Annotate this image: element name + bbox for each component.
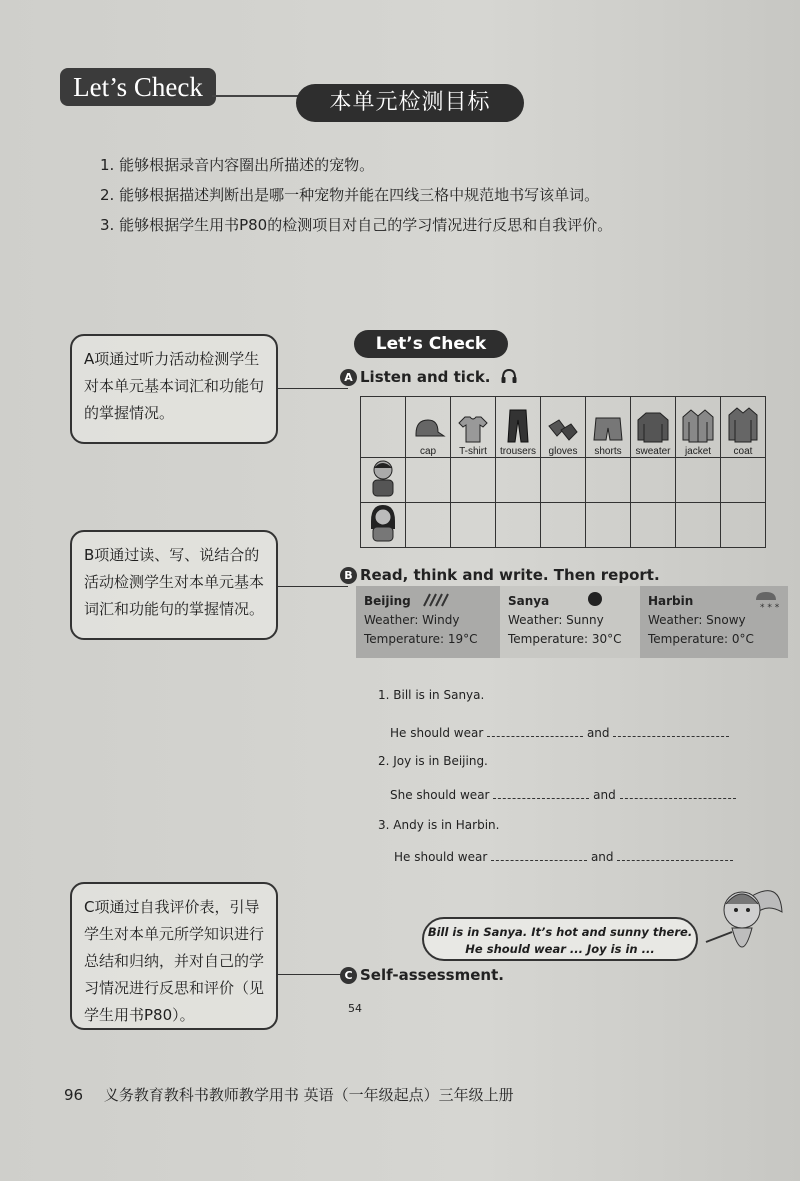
- tick-cell[interactable]: [676, 458, 721, 503]
- tick-cell[interactable]: [676, 503, 721, 548]
- trousers-icon: [500, 408, 536, 444]
- tick-cell[interactable]: [496, 458, 541, 503]
- girl-icon: [366, 503, 400, 543]
- boy-avatar: [361, 458, 406, 503]
- speech-bubble: [422, 917, 698, 961]
- inner-page-number: 54: [348, 1002, 362, 1015]
- header-tshirt: [451, 397, 496, 458]
- question-3-answer-line: [394, 848, 733, 864]
- tick-cell[interactable]: [406, 503, 451, 548]
- label-cap: cap: [419, 446, 437, 457]
- city-name: Sanya: [508, 594, 550, 608]
- label-shorts: shorts: [594, 446, 622, 457]
- jacket-icon: [680, 408, 716, 444]
- lets-check-title: Let’s Check: [60, 68, 216, 106]
- footer-book-title: 义务教育教科书教师教学用书 英语（一年级起点）三年级上册: [103, 1086, 514, 1104]
- answer-blank[interactable]: [620, 786, 736, 799]
- city-weather: Weather: Sunny: [508, 613, 604, 627]
- question-1-stem: 1. Bill is in Sanya.: [378, 688, 485, 702]
- weather-card-beijing: [356, 586, 504, 658]
- shorts-icon: [590, 414, 626, 444]
- weather-card-sanya: [500, 586, 648, 658]
- section-c-letter: C: [340, 967, 357, 984]
- question-2-and: and: [593, 788, 616, 802]
- question-1-answer-line: [390, 724, 729, 740]
- answer-blank[interactable]: [491, 848, 587, 861]
- weather-card-harbin: [640, 586, 788, 658]
- answer-blank[interactable]: [487, 724, 583, 737]
- question-2-prompt: She should wear: [390, 788, 490, 802]
- city-weather: Weather: Windy: [364, 613, 460, 627]
- question-2-stem: 2. Joy is in Beijing.: [378, 754, 488, 768]
- question-3-and: and: [590, 850, 614, 864]
- answer-blank[interactable]: [613, 724, 729, 737]
- svg-text:* * *: * * *: [760, 603, 780, 612]
- section-c-label: Self-assessment.: [360, 966, 504, 984]
- cap-icon: [410, 414, 446, 444]
- city-name: Harbin: [648, 594, 694, 608]
- tick-cell[interactable]: [586, 503, 631, 548]
- corner-cell: [361, 397, 406, 458]
- tick-cell[interactable]: [541, 503, 586, 548]
- objective-3: 3. 能够根据学生用书P80的检测项目对自己的学习情况进行反思和自我评价。: [100, 216, 613, 234]
- section-b-label: Read, think and write. Then report.: [360, 566, 660, 584]
- headphones-icon: [500, 368, 518, 384]
- title-connector: [212, 95, 302, 97]
- footer-page-number: 96: [64, 1086, 84, 1104]
- section-a-letter: A: [340, 369, 357, 386]
- tick-cell[interactable]: [541, 458, 586, 503]
- unit-objectives-title: 本单元检测目标: [296, 84, 524, 122]
- city-weather: Weather: Snowy: [648, 613, 746, 627]
- note-b: B项通过读、写、说结合的活动检测学生对本单元基本词汇和功能句的掌握情况。: [70, 530, 278, 640]
- question-2-answer-line: [390, 786, 736, 802]
- section-b-letter: B: [340, 567, 357, 584]
- tick-cell[interactable]: [631, 458, 676, 503]
- question-3-prompt: He should wear: [394, 850, 488, 864]
- cupid-icon: [702, 876, 786, 972]
- objective-2: 2. 能够根据描述判断出是哪一种宠物并能在四线三格中规范地书写该单词。: [100, 186, 600, 204]
- wind-icon: [422, 588, 454, 610]
- question-3-stem: 3. Andy is in Harbin.: [378, 818, 500, 832]
- question-1-and: and: [586, 726, 610, 740]
- tick-cell[interactable]: [406, 458, 451, 503]
- label-sweater: sweater: [635, 446, 671, 457]
- header-shorts: [586, 397, 631, 458]
- speech-line-1: Bill is in Sanya. It’s hot and sunny there.: [427, 925, 693, 939]
- snow-icon: [752, 588, 780, 612]
- tshirt-icon: [455, 414, 491, 444]
- objective-1: 1. 能够根据录音内容圈出所描述的宠物。: [100, 156, 375, 174]
- student-book-page: [340, 330, 790, 1020]
- city-temperature: Temperature: 0°C: [648, 632, 754, 646]
- header-jacket: [676, 397, 721, 458]
- note-a: A项通过听力活动检测学生对本单元基本词汇和功能句的掌握情况。: [70, 334, 278, 444]
- city-temperature: Temperature: 19°C: [364, 632, 478, 646]
- question-1-prompt: He should wear: [390, 726, 484, 740]
- tick-cell[interactable]: [631, 503, 676, 548]
- gloves-icon: [545, 414, 581, 444]
- city-name: Beijing: [364, 594, 411, 608]
- listen-tick-table: [360, 396, 766, 548]
- tick-cell[interactable]: [451, 458, 496, 503]
- girl-avatar: [361, 503, 406, 548]
- note-a-connector: [278, 388, 348, 389]
- sun-icon: [586, 590, 604, 608]
- tick-cell[interactable]: [586, 458, 631, 503]
- section-a-heading: [340, 368, 518, 386]
- coat-icon: [725, 406, 761, 444]
- section-b-heading: [340, 566, 660, 584]
- label-jacket: jacket: [684, 446, 712, 457]
- answer-blank[interactable]: [493, 786, 589, 799]
- header-coat: [721, 397, 766, 458]
- speech-line-2: He should wear ... Joy is in ...: [465, 942, 655, 956]
- tick-cell[interactable]: [721, 503, 766, 548]
- header-trousers: [496, 397, 541, 458]
- sweater-icon: [635, 410, 671, 444]
- answer-blank[interactable]: [617, 848, 733, 861]
- table-row: [361, 503, 766, 548]
- note-c-connector: [278, 974, 348, 975]
- label-trousers: trousers: [499, 446, 537, 457]
- city-temperature: Temperature: 30°C: [508, 632, 622, 646]
- label-tshirt: T-shirt: [459, 446, 487, 457]
- label-coat: coat: [733, 446, 753, 457]
- table-row: [361, 458, 766, 503]
- header-gloves: [541, 397, 586, 458]
- header-sweater: [631, 397, 676, 458]
- inner-lets-check-title: Let’s Check: [354, 330, 508, 358]
- note-c: C项通过自我评价表，引导学生对本单元所学知识进行总结和归纳，并对自己的学习情况进行反思和评价（见学生用书P80）。: [70, 882, 278, 1030]
- tick-cell[interactable]: [721, 458, 766, 503]
- section-a-label: Listen and tick.: [360, 368, 491, 386]
- tick-cell[interactable]: [496, 503, 541, 548]
- header-cap: [406, 397, 451, 458]
- note-b-connector: [278, 586, 348, 587]
- tick-cell[interactable]: [451, 503, 496, 548]
- boy-icon: [366, 458, 400, 498]
- footer: [64, 1084, 514, 1105]
- label-gloves: gloves: [548, 446, 578, 457]
- section-c-heading: [340, 966, 504, 984]
